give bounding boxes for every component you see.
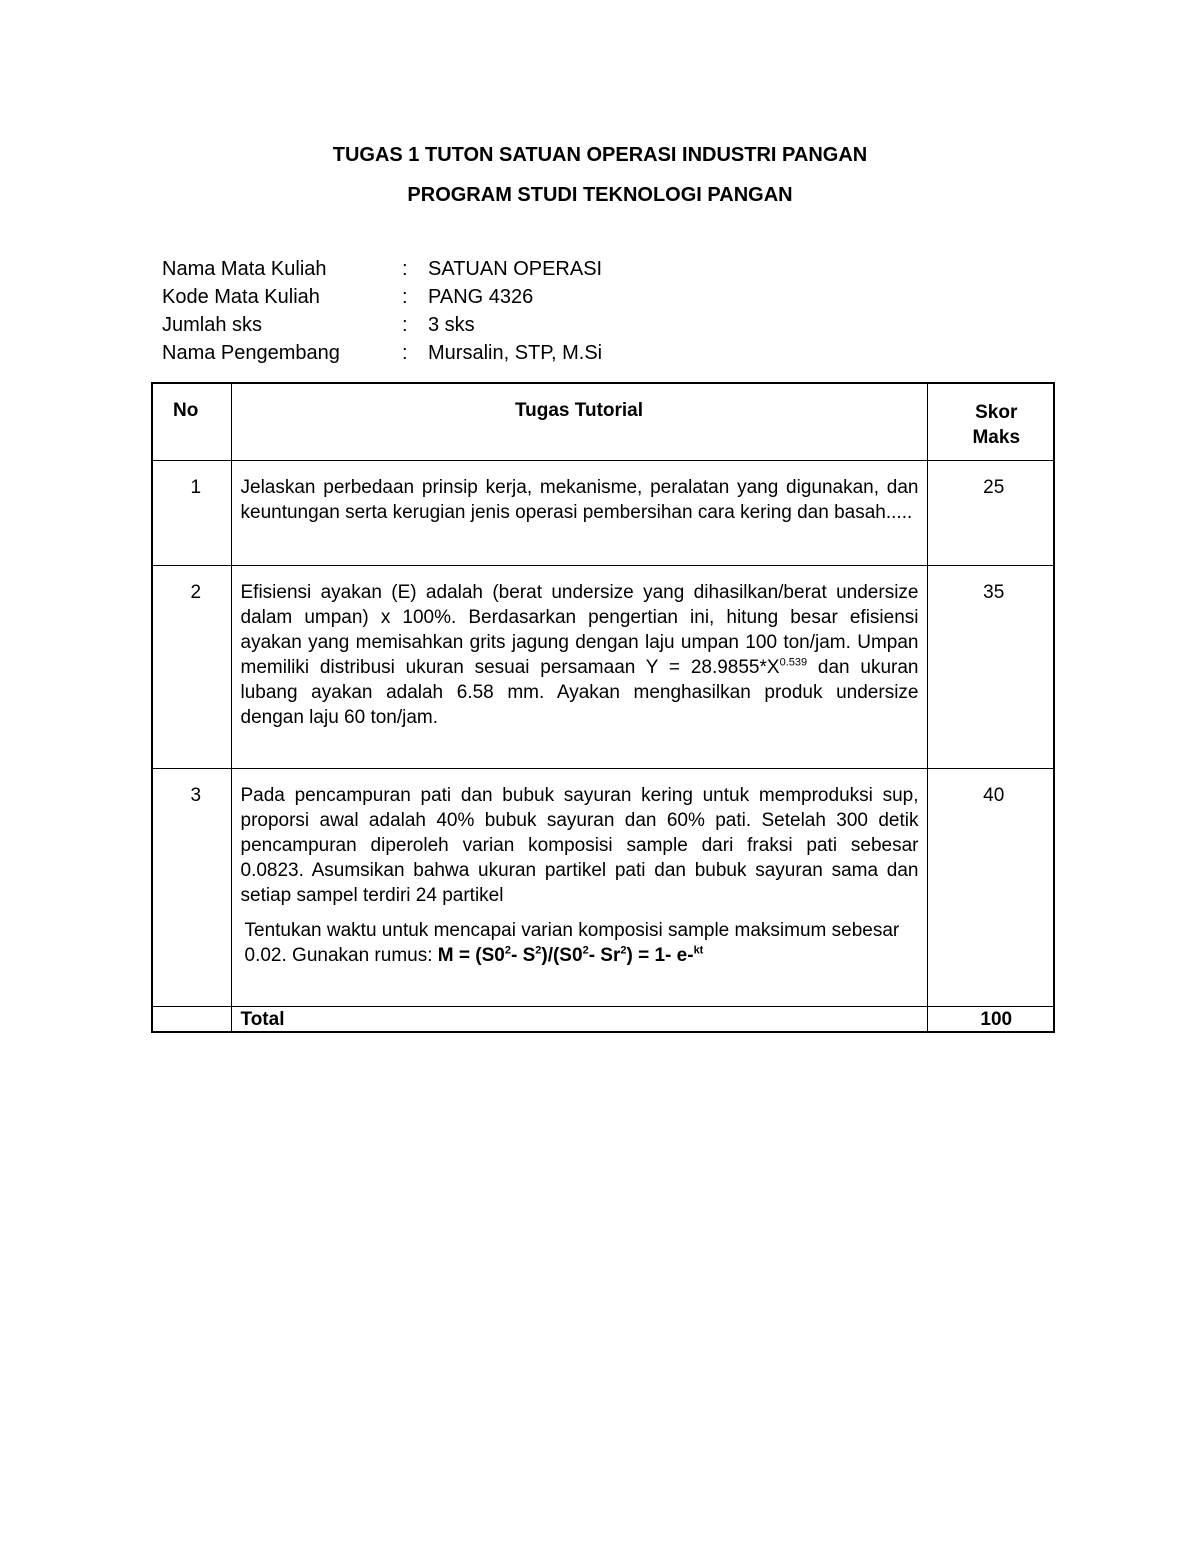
task-text <box>231 566 927 769</box>
row-number: 2 <box>152 566 231 769</box>
row-number: 3 <box>152 769 231 1007</box>
column-header-no: No <box>152 383 231 461</box>
exponent: kt <box>693 944 704 957</box>
course-info-row <box>162 339 602 367</box>
score-header-line1: Skor <box>975 402 1018 423</box>
course-info-row <box>162 283 602 311</box>
colon: : <box>402 314 408 336</box>
colon: : <box>402 286 408 308</box>
task-text: Jelaskan perbedaan prinsip kerja, mekanisme, peralatan yang digunakan, dan keuntungan serta kerugian jenis operasi pembersihan cara kering dan basah..... <box>231 461 927 566</box>
course-name-label: Nama Mata Kuliah <box>162 258 327 280</box>
total-score: 100 <box>927 1007 1054 1033</box>
total-row <box>152 1007 1054 1033</box>
formula-part: - S <box>510 945 536 966</box>
exponent: 2 <box>582 944 589 957</box>
course-info-row <box>162 311 602 339</box>
total-empty-cell <box>152 1007 231 1033</box>
tasks-table <box>151 382 1055 1033</box>
developer-value: Mursalin, STP, M.Si <box>428 342 603 364</box>
credits-label: Jumlah sks <box>162 314 263 336</box>
task-text-part: Tentukan waktu untuk mencapai varian komposisi sample maksimum sebesar 0.02. Gunakan rumus: <box>244 920 900 966</box>
formula-part: ) = 1- e- <box>626 945 694 966</box>
colon: : <box>402 258 408 280</box>
exponent: 2 <box>620 944 627 957</box>
formula-part: M = (S0 <box>437 945 505 966</box>
task-text <box>231 769 927 1007</box>
row-number: 1 <box>152 461 231 566</box>
formula-part: - Sr <box>588 945 621 966</box>
colon: : <box>402 342 408 364</box>
column-header-score <box>927 383 1054 461</box>
task-text-part: dan ukuran lubang ayakan adalah 6.58 mm. Ayakan menghasilkan produk undersize dengan laju 60 ton/jam. <box>240 657 919 728</box>
course-name-value: SATUAN OPERASI <box>428 258 603 280</box>
exponent: 0.539 <box>779 656 808 669</box>
task-text-part: Efisiensi ayakan (E) adalah (berat undersize yang dihasilkan/berat undersize dalam umpan) x 100%. Berdasarkan pengertian ini, hitung besar efisiensi ayakan yang memisahkan grits jagung dengan laju umpan 100 ton/jam. Umpan memiliki distribusi ukuran sesuai persamaan Y = 28.9855*X <box>240 582 919 678</box>
exponent: 2 <box>504 944 511 957</box>
table-row <box>152 769 1054 1007</box>
exponent: 2 <box>535 944 542 957</box>
row-score: 25 <box>927 461 1054 566</box>
score-header-line2: Maks <box>972 427 1021 448</box>
table-row <box>152 566 1054 769</box>
task-paragraph <box>241 918 919 968</box>
row-score: 35 <box>927 566 1054 769</box>
formula <box>438 945 704 966</box>
document-title: TUGAS 1 TUTON SATUAN OPERASI INDUSTRI PANGAN <box>332 144 868 166</box>
table-row <box>152 461 1054 566</box>
document-subtitle: PROGRAM STUDI TEKNOLOGI PANGAN <box>407 184 793 206</box>
course-code-label: Kode Mata Kuliah <box>162 286 320 308</box>
row-score: 40 <box>927 769 1054 1007</box>
course-info-row <box>162 255 602 283</box>
formula-part: )/(S0 <box>541 945 583 966</box>
task-paragraph: Pada pencampuran pati dan bubuk sayuran kering untuk memproduksi sup, proporsi awal adalah 40% bubuk sayuran dan 60% pati. Setelah 300 detik pencampuran diperoleh varian komposisi sample dari fraksi pati sebesar 0.0823. Asumsikan bahwa ukuran partikel pati dan bubuk sayuran sama dan setiap sampel terdiri 24 partikel <box>240 785 919 906</box>
column-header-task: Tugas Tutorial <box>231 383 927 461</box>
table-header-row <box>152 383 1054 461</box>
total-label: Total <box>231 1007 927 1033</box>
course-code-value: PANG 4326 <box>428 286 534 308</box>
developer-label: Nama Pengembang <box>162 342 340 364</box>
credits-value: 3 sks <box>428 314 475 336</box>
course-info <box>162 255 602 367</box>
